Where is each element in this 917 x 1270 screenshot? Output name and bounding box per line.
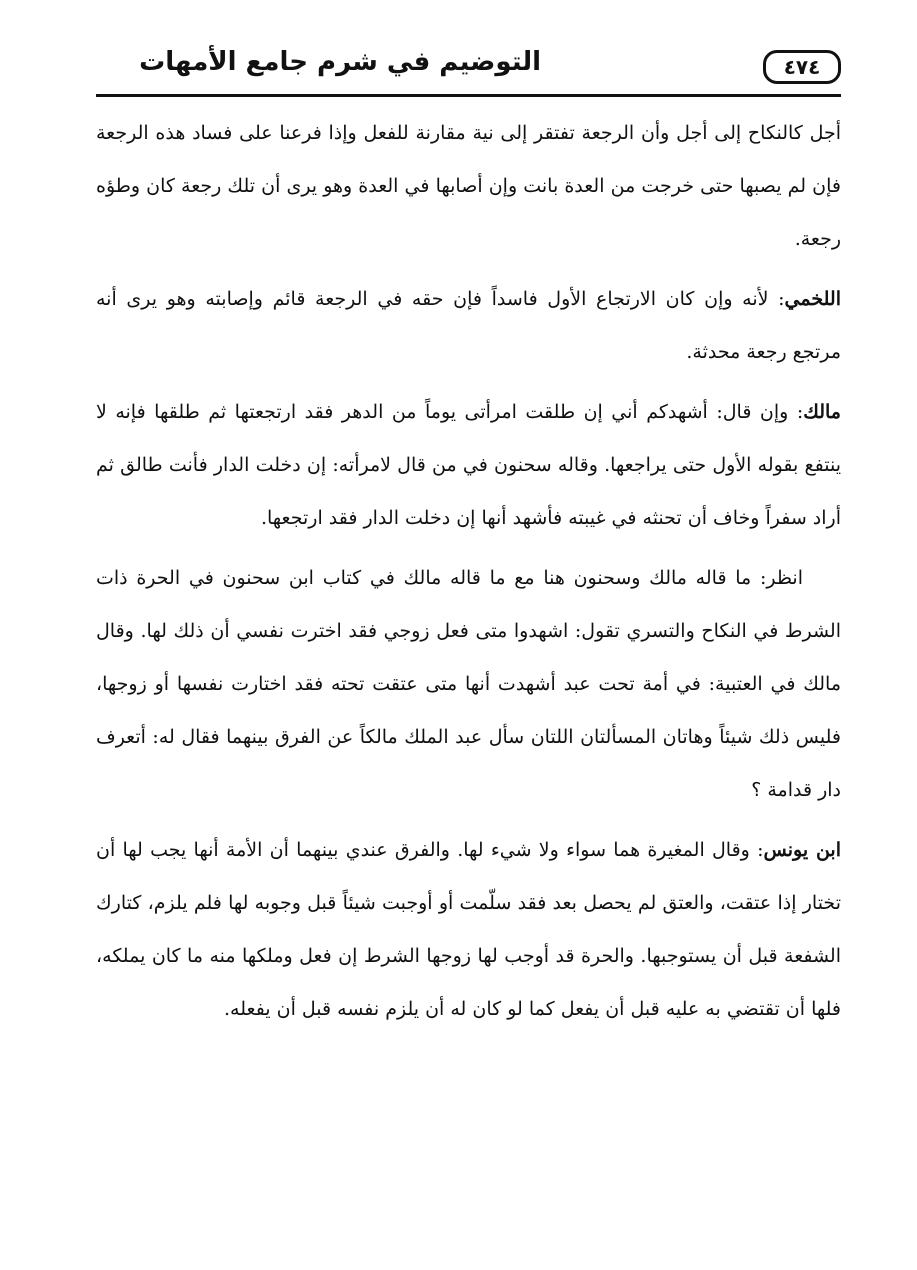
page-header — [96, 36, 841, 96]
paragraph-1 — [96, 107, 841, 266]
page-number: ٤٧٤ — [763, 50, 841, 84]
paragraph-4 — [96, 552, 841, 817]
paragraph-text: : لأنه وإن كان الارتجاع الأول فاسداً فإن حقه في الرجعة قائم وإصابته وهو يرى أنه مرتجع رجعة محدثة. — [96, 288, 841, 363]
paragraph-2 — [96, 273, 841, 379]
paragraph-lead-name: اللخمي — [784, 288, 841, 310]
paragraph-3 — [96, 386, 841, 545]
paragraph-text: : وإن قال: أشهدكم أني إن طلقت امرأتى يوماً من الدهر فقد ارتجعتها ثم طلقها فإنه لا ينتفع بقوله الأول حتى يراجعها. وقاله سحنون في من قال لامرأته: إن دخلت الدار فأنت طالق ثم أراد سفراً وخاف أن تحنثه في غيبته فأشهد أنها إن دخلت الدار فقد ارتجعها. — [96, 401, 841, 529]
paragraph-text: أجل كالنكاح إلى أجل وأن الرجعة تفتقر إلى نية مقارنة للفعل وإذا فرعنا على فساد هذه الرجعة فإن لم يصبها حتى خرجت من العدة بانت وإن أصابها في العدة وهو يرى أن تلك رجعة كان وطؤه رجعة. — [96, 122, 841, 250]
header-divider — [96, 94, 841, 97]
paragraph-5 — [96, 824, 841, 1036]
paragraph-text: انظر: ما قاله مالك وسحنون هنا مع ما قاله مالك في كتاب ابن سحنون في الحرة ذات الشرط في النكاح والتسري تقول: اشهدوا متى فعل زوجي فقد اخترت نفسي أن ذلك لها. وقال مالك في العتبية: في أمة تحت عبد أشهدت أنها متى عتقت تحته فقد اختارت نفسها أو زوجها، فليس ذلك شيئاً وهاتان المسألتان اللتان سأل عبد الملك مالكاً عن الفرق بينهما فقال له: أتعرف دار قدامة ؟ — [96, 567, 841, 801]
paragraph-text: : وقال المغيرة هما سواء ولا شيء لها. والفرق عندي بينهما أن الأمة أنها يجب لها أن تختار إذا عتقت، والعتق لم يحصل بعد فقد سلّمت أو أوجبت شيئاً قبل وجوبه لها فلم يلزم، كتارك الشفعة قبل أن يستوجبها. والحرة قد أوجب لها زوجها الشرط إن فعل وملكها منه ما كان يملكه، فلها أن تقتضي به عليه قبل أن يفعل كما لو كان له أن يلزم نفسه قبل أن يفعله. — [96, 839, 841, 1020]
paragraph-lead-name: مالك — [803, 401, 841, 423]
running-title: التوضيم في شرم جامع الأمهات — [139, 47, 541, 77]
page-body — [96, 107, 841, 1043]
paragraph-lead-name: ابن يونس — [763, 839, 841, 861]
